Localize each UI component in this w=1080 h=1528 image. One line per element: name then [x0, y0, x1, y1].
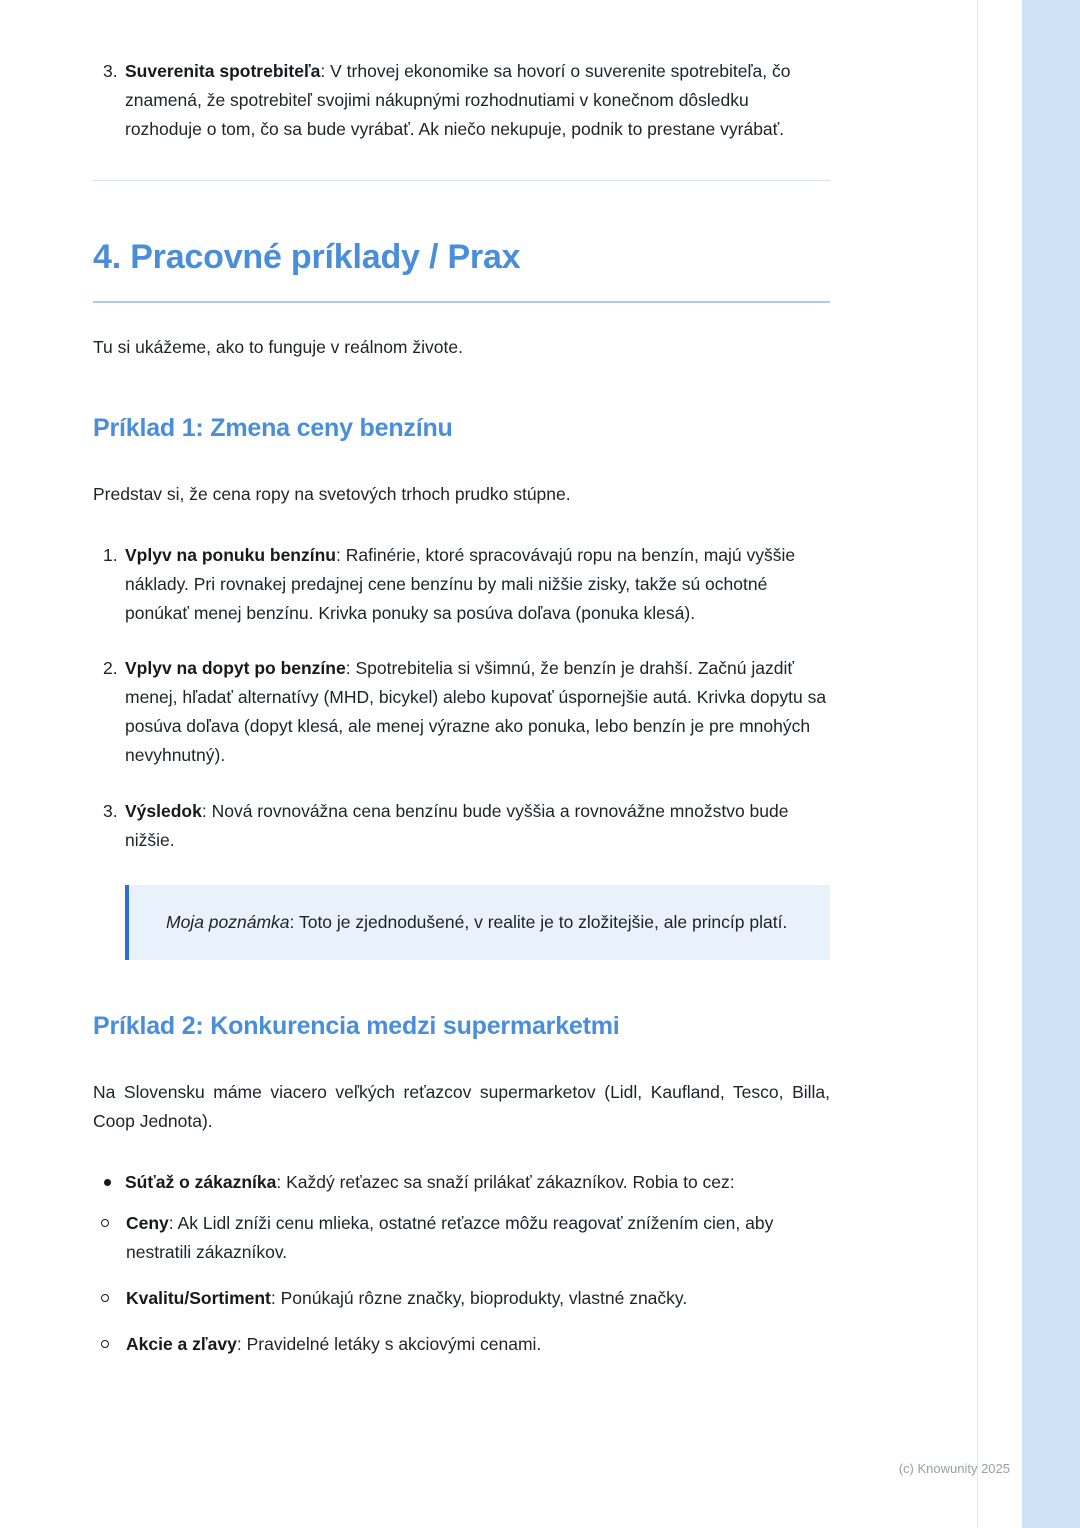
- list-item-text: [125, 797, 830, 855]
- list-item-body: : Spotrebitelia si všimnú, že benzín je drahší. Začnú jazdiť menej, hľadať alternatívy (MHD, bicykel) alebo kupovať úspornejšie autá. Krivka dopytu sa posúva doľava (dopyt klesá, ale menej výrazne ako ponuka, lebo benzín je pre mnohých nevyhnutný).: [125, 658, 827, 766]
- list-item-term: Vplyv na dopyt po benzíne: [125, 658, 346, 679]
- sub-item-body: : Ponúkajú rôzne značky, bioprodukty, vlastné značky.: [270, 1288, 688, 1309]
- list-number: 1.: [103, 545, 118, 566]
- list-item-body: : V trhovej ekonomike sa hovorí o suverenite spotrebiteľa, čo znamená, že spotrebiteľ svojimi nákupnými rozhodnutiami v konečnom dôsledku rozhoduje o tom, čo sa bude vyrábať. Ak niečo nekupuje, podnik to prestane vyrábať.: [125, 61, 791, 140]
- list-item-ponuka: [93, 541, 830, 628]
- list-item-body: : Rafinérie, ktoré spracovávajú ropu na benzín, majú vyššie náklady. Pri rovnakej predajnej cene benzínu by mali nižšie zisky, takže sú ochotné ponúkať menej benzínu. Krivka ponuky sa posúva doľava (ponuka klesá).: [125, 545, 796, 624]
- list-item-suverenita: [93, 57, 830, 144]
- list-item-term: Výsledok: [125, 800, 202, 821]
- sub-item-body: : Pravidelné letáky s akciovými cenami.: [236, 1334, 542, 1355]
- bullet-icon: [104, 1179, 111, 1186]
- example-2-heading: Príklad 2: Konkurencia medzi supermarketmi: [93, 1011, 620, 1040]
- circle-bullet-icon: [101, 1219, 109, 1227]
- list-item-term: Suverenita spotrebiteľa: [125, 61, 321, 81]
- sub-item-body: : Ak Lidl zníži cenu mlieka, ostatné reťazce môžu reagovať znížením cien, aby nestratili zákazníkov.: [126, 1213, 774, 1263]
- section-heading: 4. Pracovné príklady / Prax: [93, 229, 830, 302]
- list-item-text: [125, 541, 830, 628]
- circle-bullet-icon: [101, 1294, 109, 1302]
- example-2-bullet-list: [93, 1168, 830, 1359]
- list-number: 3.: [103, 61, 118, 81]
- example-1-heading: Príklad 1: Zmena ceny benzínu: [93, 413, 453, 442]
- bullet-body: : Každý reťazec sa snaží prilákať zákazníkov. Robia to cez:: [276, 1172, 735, 1193]
- note-label: Moja poznámka: [166, 911, 290, 932]
- list-item-dopyt: [93, 654, 830, 770]
- sub-item-text: [126, 1330, 830, 1359]
- sub-item-text: [126, 1284, 830, 1313]
- bullet-term: Súťaž o zákazníka: [125, 1172, 277, 1193]
- list-item-text: [125, 57, 830, 144]
- sub-item-term: Akcie a zľavy: [126, 1334, 237, 1355]
- sub-item-ceny: [93, 1209, 830, 1267]
- list-item-body: : Nová rovnovážna cena benzínu bude vyššia a rovnovážne množstvo bude nižšie.: [125, 800, 789, 850]
- section-intro-paragraph: Tu si ukážeme, ako to funguje v reálnom živote.: [93, 336, 463, 357]
- page-edge-divider: [977, 0, 978, 1528]
- sub-item-akcie: [93, 1330, 830, 1359]
- list-item-text: [125, 654, 830, 770]
- circle-bullet-icon: [101, 1340, 109, 1348]
- list-item-vysledok: [93, 797, 830, 855]
- sub-item-kvalita: [93, 1284, 830, 1313]
- section-divider: [93, 180, 830, 181]
- bullet-line: [93, 1168, 830, 1197]
- document-content: [93, 0, 830, 1359]
- list-item-term: Vplyv na ponuku benzínu: [125, 545, 336, 566]
- side-background-strip: [1022, 0, 1080, 1528]
- bullet-text: [125, 1168, 830, 1197]
- example-1-steps-list: [93, 541, 830, 854]
- consumer-sovereignty-list: [93, 57, 830, 144]
- sub-item-term: Kvalitu/Sortiment: [126, 1288, 271, 1309]
- example-1-intro-paragraph: Predstav si, že cena ropy na svetových trhoch prudko stúpne.: [93, 484, 571, 505]
- list-number: 2.: [103, 658, 118, 679]
- bullet-item-sutaz: [93, 1168, 830, 1359]
- sub-item-term: Ceny: [126, 1213, 169, 1234]
- note-callout: [125, 885, 830, 960]
- copyright-watermark: (c) Knowunity 2025: [898, 1461, 1010, 1476]
- list-number: 3.: [103, 800, 118, 821]
- sub-item-text: [126, 1209, 830, 1267]
- example-2-intro-paragraph: Na Slovensku máme viacero veľkých reťazcov supermarketov (Lidl, Kaufland, Tesco, Billa, Coop Jednota).: [93, 1082, 830, 1132]
- note-text: : Toto je zjednodušené, v realite je to zložitejšie, ale princíp platí.: [289, 911, 788, 932]
- sub-bullet-list: [93, 1209, 830, 1359]
